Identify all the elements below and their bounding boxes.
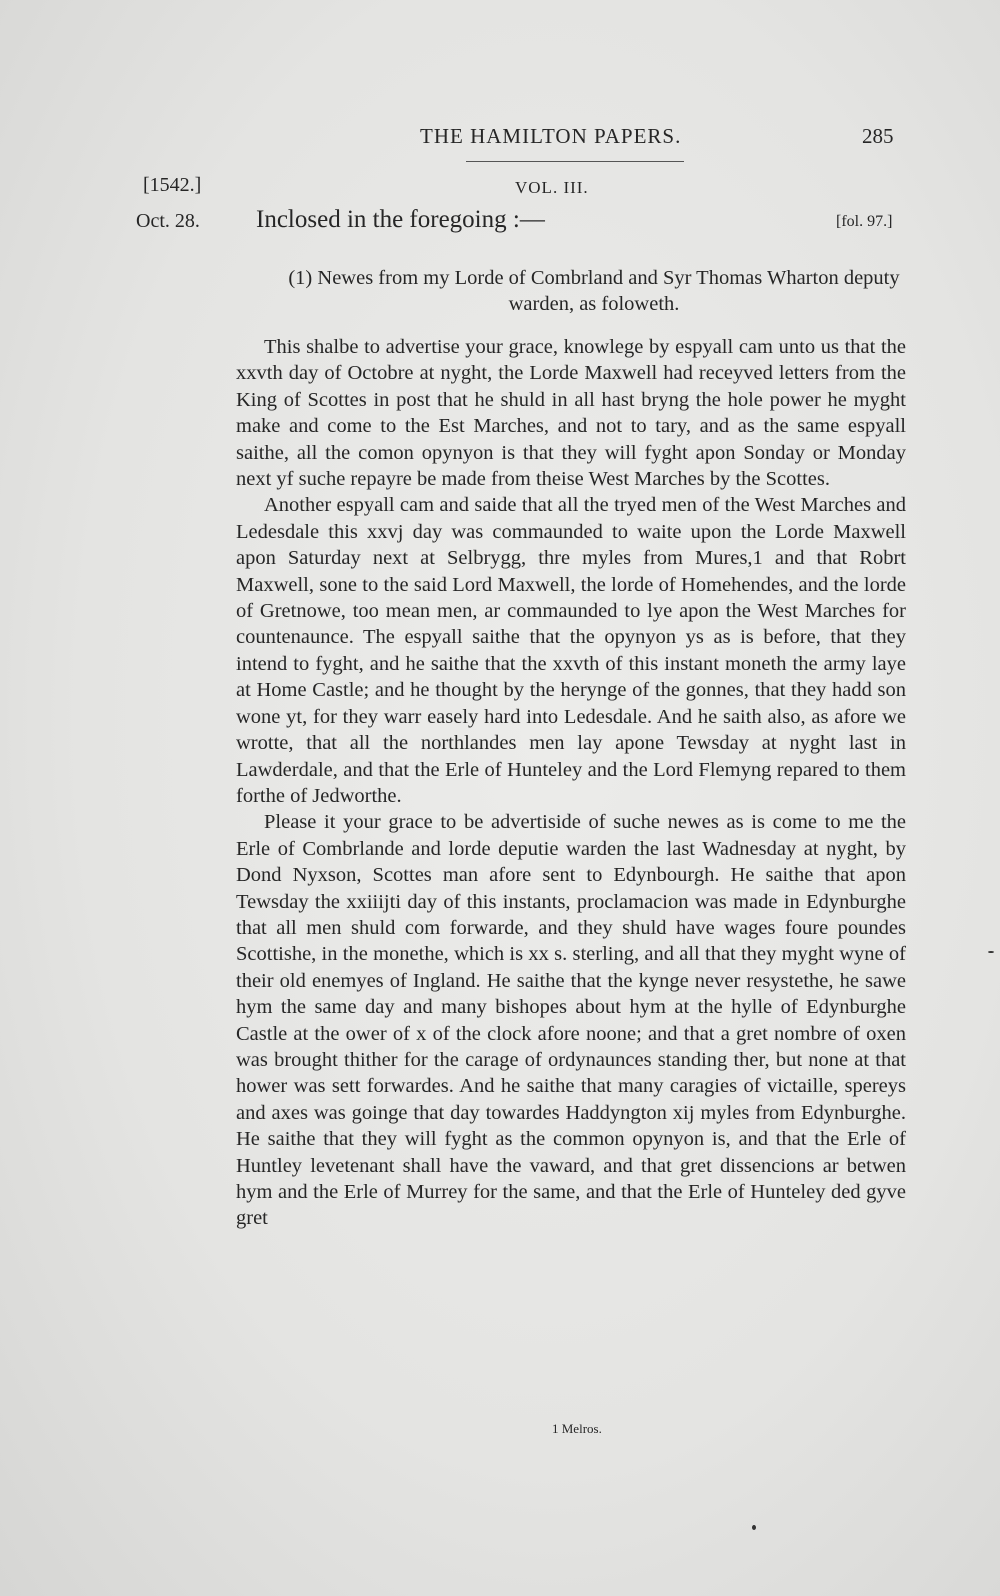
footnote: 1 Melros. (552, 1421, 602, 1436)
volume-label: VOL. III. (515, 178, 589, 197)
paragraph: Another espyall cam and saide that all the tryed men of the West Marches and Ledesdale this xxvj day was commaunded to waite upon the Lorde Maxwell apon Saturday next at Selbrygg, thre myles from Mures,1 and that Robrt Maxwell, sone to the said Lord Maxwell, the lorde of Homehendes, and the lorde of Gretnowe, too mean men, ar commaunded to lye apon the West Marches for countenaunce. The espyall saithe that the opynyon ys as is before, that they intend to fyght, and he saithe that the xxvth of this instant moneth the army laye at Home Castle; and he thought by the herynge of the gonnes, that they hadd son wone yt, for they warr easely hard into Ledesdale. And he saith also, as afore we wrotte, that all the northlandes men lay apone Tewsday at nyght last in Lawderdale, and that the Erle of Hunteley and the Lord Flemyng repared to them forthe of Jedworthe. (236, 494, 906, 807)
ink-speck (988, 951, 994, 953)
paragraph: This shalbe to advertise your grace, knowlege by espyall cam unto us that the xxvth day of Octobre at nyght, the Lorde Maxwell had receyved letters from the King of Scottes in post that he shuld in all hast bryng the hole power he myght make and come to the Est Marches, and not to tary, and as the same espyall saithe, all the comon opynyon is that they will fyght apon Sonday or Monday next yf suche repayre be made from theise West Marches by the Scottes. (236, 336, 906, 491)
section-heading: Inclosed in the foregoing :— (256, 206, 545, 233)
page-number: 285 (862, 124, 894, 148)
running-head: THE HAMILTON PAPERS. (420, 124, 682, 148)
header-rule (466, 161, 684, 162)
margin-date-note: Oct. 28. (136, 210, 200, 232)
folio-reference: [fol. 97.] (836, 213, 893, 230)
paragraph: Please it your grace to be advertiside of suche newes as is come to me the Erle of Combrlande and lorde deputie warden the last Wadnesday at nyght, by Dond Nyxson, Scottes man afore sent to Edynbourgh. He saithe that apon Tewsday the xxiiijti day of this instants, proclamacion was made in Edynburghe that all men shuld com forwarde, and they shuld have wages foure poundes Scottishe, in the monethe, which is xx s. sterling, and all that they myght wyne of their old enemyes of Ingland. He saithe that the kynge never resystethe, he sawe hym the same day and many bishopes about hym at the hylle of Edynburghe Castle at the ower of x of the clock afore noone; and that a gret nombre of oxen was brought thither for the carage of ordynaunces standing ther, but none at that hower was sett forwardes. And he saithe that many caragies of victaille, spereys and axes was goinge that day towardes Haddyngton xij myles from Edynburghe. He saithe that they will fyght as the common opynyon is, and that the Erle of Huntley levetenant shall have the vaward, and that gret dissencions ar betwen hym and the Erle of Murrey for the same, and that the Erle of Hunteley ded gyve gret (236, 811, 906, 1230)
ink-speck (752, 1525, 756, 1530)
body-text (236, 334, 906, 1232)
item-title: (1) Newes from my Lorde of Combrland and Syr Thomas Wharton deputy warden, as foloweth. (288, 267, 900, 315)
margin-year-note: [1542.] (143, 174, 202, 196)
